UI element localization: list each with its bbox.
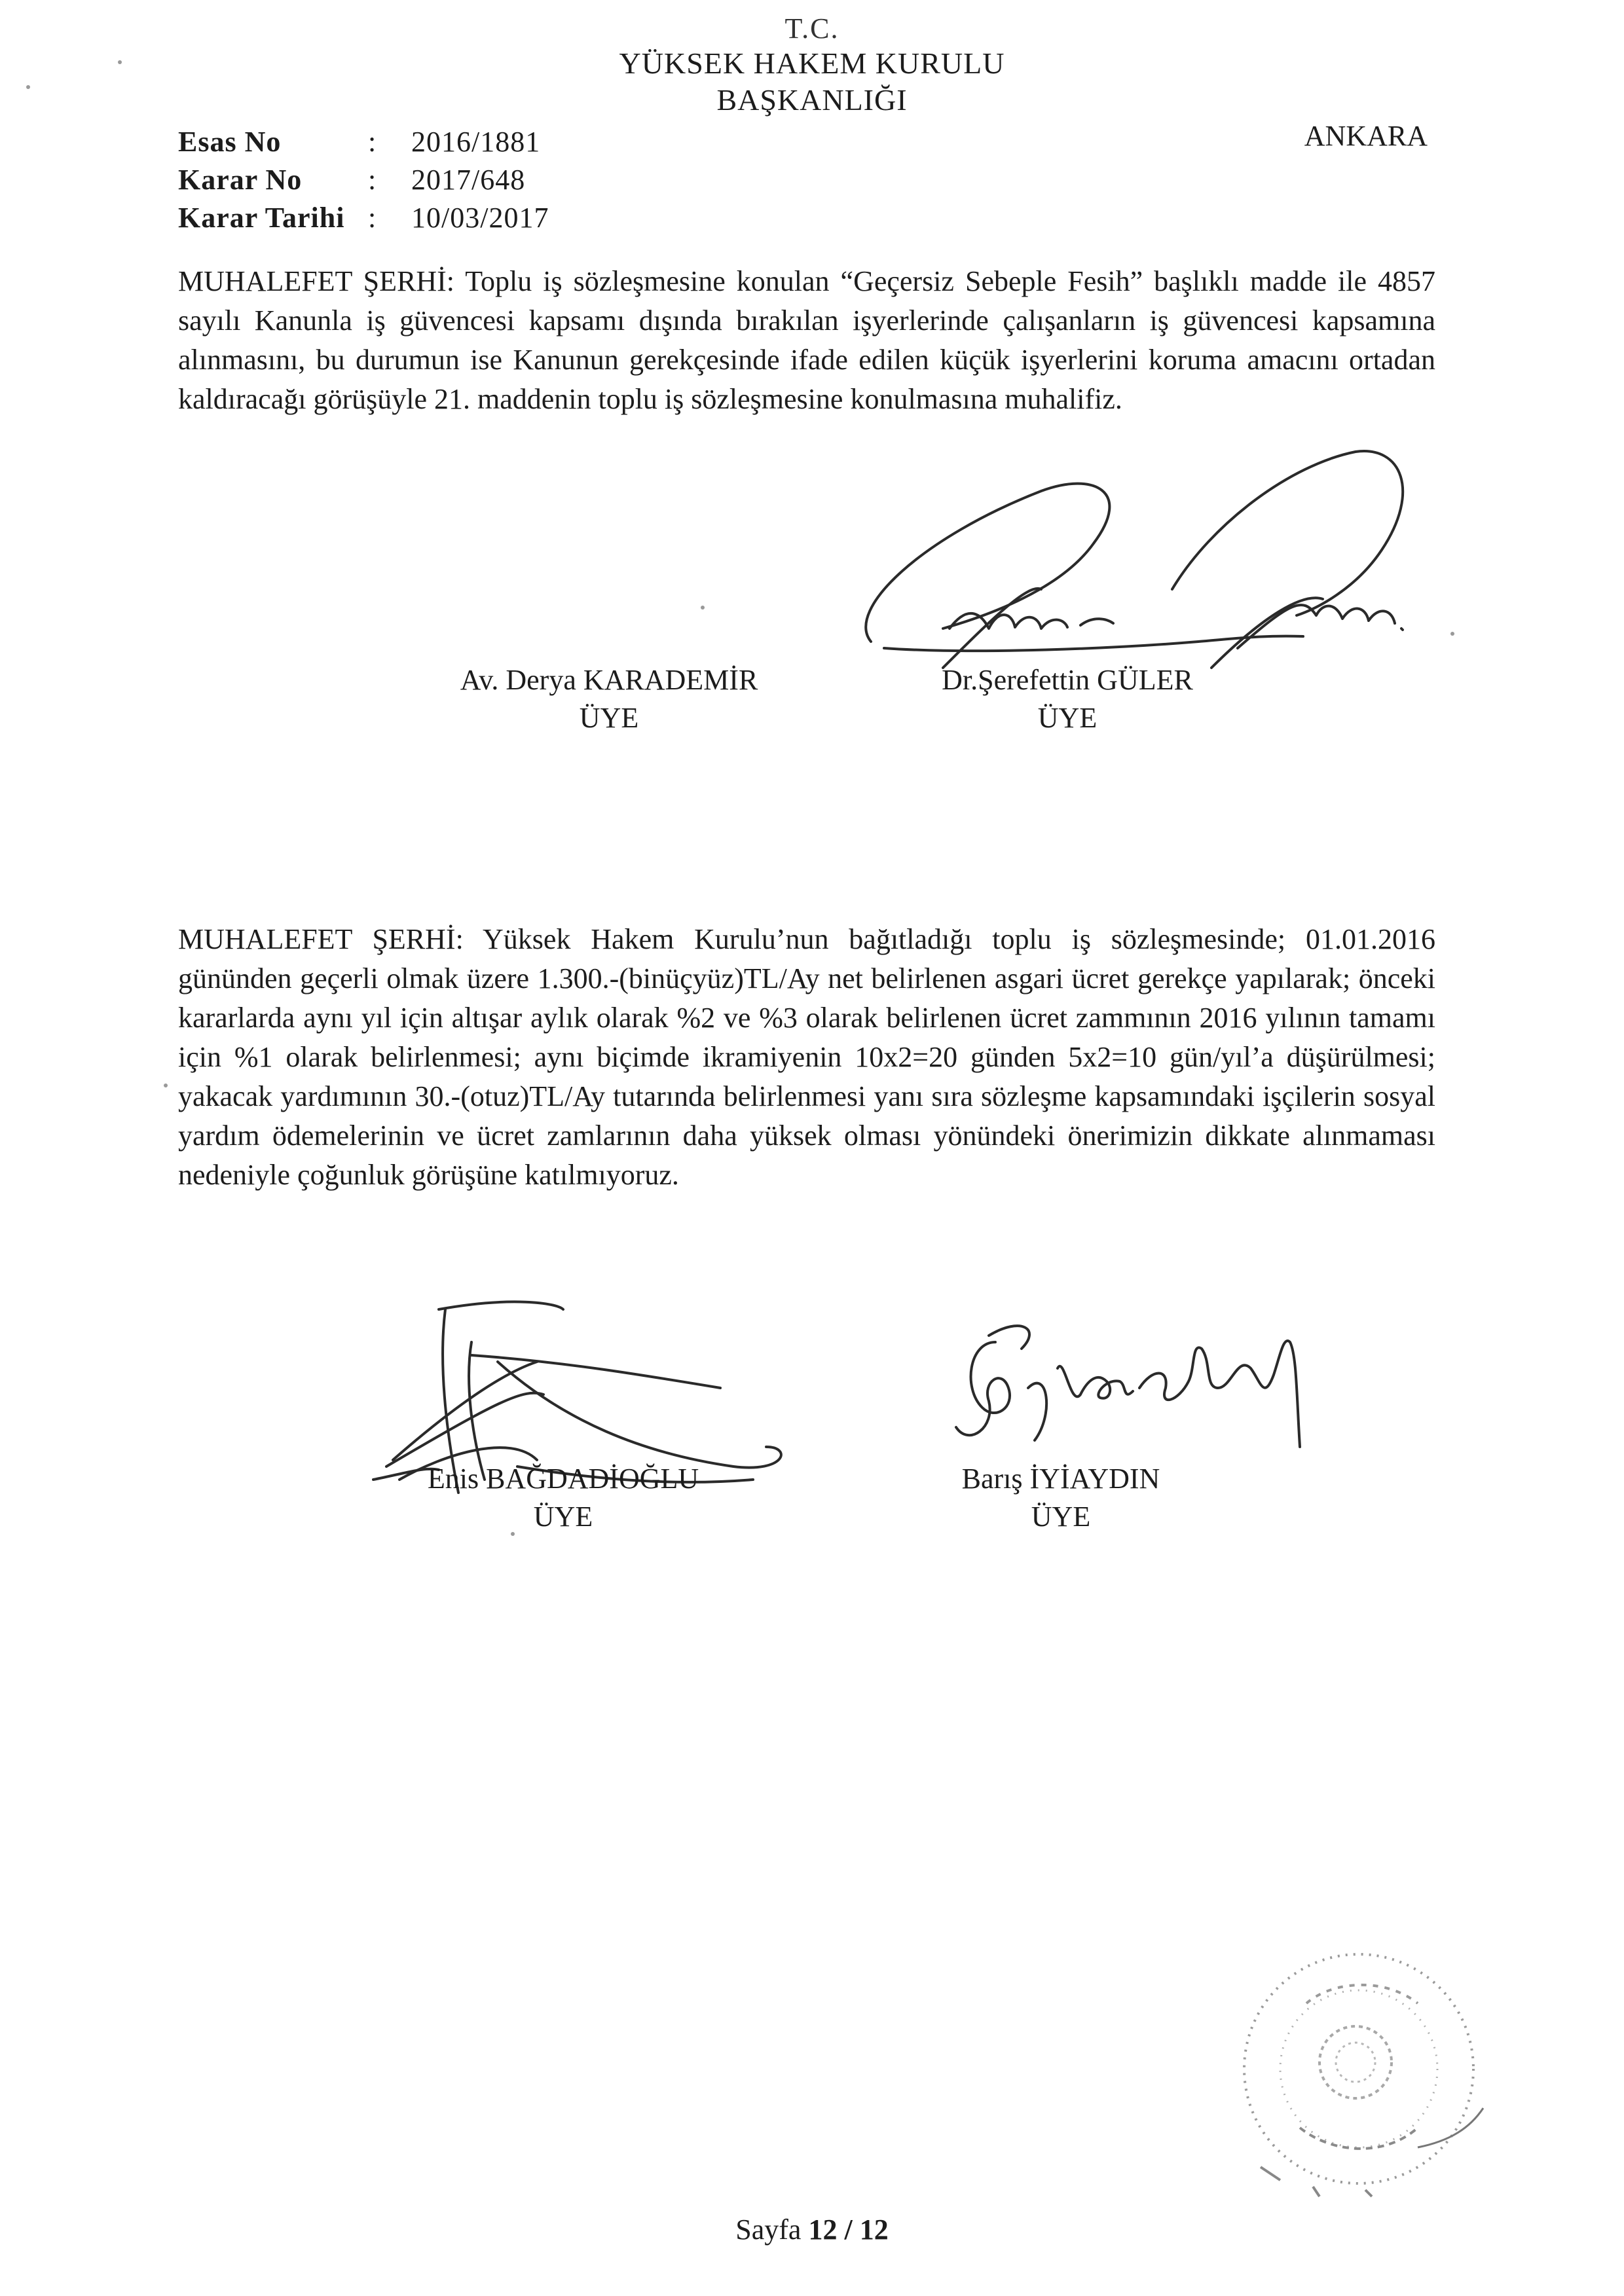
signatory-block-2: [917, 661, 1218, 737]
meta-label: Karar No: [178, 164, 303, 196]
footer-prefix: Sayfa: [735, 2214, 809, 2246]
scan-speck: [26, 85, 30, 89]
scan-speck: [511, 1532, 515, 1536]
dissent-paragraph-2: MUHALEFET ŞERHİ: Yüksek Hakem Kurulu’nun bağıtladığı toplu iş sözleşmesinde; 01.01.2016 gününden geçerli olmak üzere 1.300.-(binüçyüz)TL/Ay net belirlenen asgari ücret gerekçe yapılarak; önceki kararlarda aynı yıl için altışar aylık olarak %2 ve %3 olarak belirlenen ücret zammının 2016 yılının tamamı için %1 olarak belirlenmesi; aynı biçimde ikramiyenin 10x2=20 günden 5x2=10 gün/yıl’a düşürülmesi; yakacak yardımının 30.-(otuz)TL/Ay tutarında belirlenmesi yanı sıra sözleşme kapsamındaki işçilerin sosyal yardım ödemelerinin ve ücret zamlarının daha yüksek olması yönündeki önerimizin dikkate alınmaması nedeniyle çoğunluk görüşüne katılmıyoruz.: [178, 923, 1435, 1191]
page-footer: [0, 2213, 1624, 2246]
meta-label: Karar Tarihi: [178, 202, 345, 234]
signatory-role: ÜYE: [1037, 702, 1098, 734]
signatory-role: ÜYE: [1031, 1501, 1091, 1533]
signatory-block-3: [380, 1460, 747, 1536]
header-city: ANKARA: [1304, 120, 1428, 152]
meta-row-decision-date: [178, 199, 549, 237]
signatory-name: Barış İYİAYDIN: [961, 1463, 1160, 1495]
scan-speck: [1450, 632, 1454, 636]
signature-iyiaydin: [943, 1316, 1336, 1460]
header-tc: T.C.: [784, 12, 840, 45]
meta-value: 10/03/2017: [411, 202, 549, 234]
meta-colon: :: [368, 164, 377, 196]
signatory-name: Dr.Şerefettin GÜLER: [942, 664, 1193, 696]
meta-row-decision-no: [178, 161, 549, 199]
dissent-paragraph-1: MUHALEFET ŞERHİ: Toplu iş sözleşmesine konulan “Geçersiz Sebeple Fesih” başlıklı madde ile 4857 sayılı Kanunla iş güvencesi kapsamı dışında bırakılan işyerlerinde çalışanların iş güvencesi kapsamına alınmasını, bu durumun ise Kanunun gerekçesinde ifade edilen küçük işyerlerini koruma amacını ortadan kaldıracağı görüşüyle 21. maddenin toplu iş sözleşmesine konulmasına muhalifiz.: [178, 265, 1435, 415]
meta-label: Esas No: [178, 126, 282, 158]
signatory-name: Av. Derya KARADEMİR: [460, 664, 758, 696]
scan-speck: [164, 1084, 168, 1087]
meta-colon: :: [368, 126, 377, 158]
case-metadata: [178, 123, 549, 237]
signatory-block-1: [458, 661, 760, 737]
scan-speck: [701, 606, 705, 610]
header-institution: YÜKSEK HAKEM KURULU: [619, 46, 1005, 80]
meta-colon: :: [368, 202, 377, 234]
meta-value: 2017/648: [411, 164, 526, 196]
signatory-name: Enis BAĞDADİOĞLU: [427, 1463, 699, 1495]
page-number: 12 / 12: [808, 2214, 889, 2246]
signatory-role: ÜYE: [579, 702, 639, 734]
signatory-role: ÜYE: [533, 1501, 593, 1533]
meta-value: 2016/1881: [411, 126, 541, 158]
header-department: BAŞKANLIĞI: [716, 83, 908, 117]
signature-guler: [845, 452, 1473, 674]
meta-row-case-no: [178, 123, 549, 161]
official-seal-stamp: [1221, 1931, 1496, 2206]
scan-speck: [118, 60, 122, 64]
signatory-block-4: [904, 1460, 1218, 1536]
